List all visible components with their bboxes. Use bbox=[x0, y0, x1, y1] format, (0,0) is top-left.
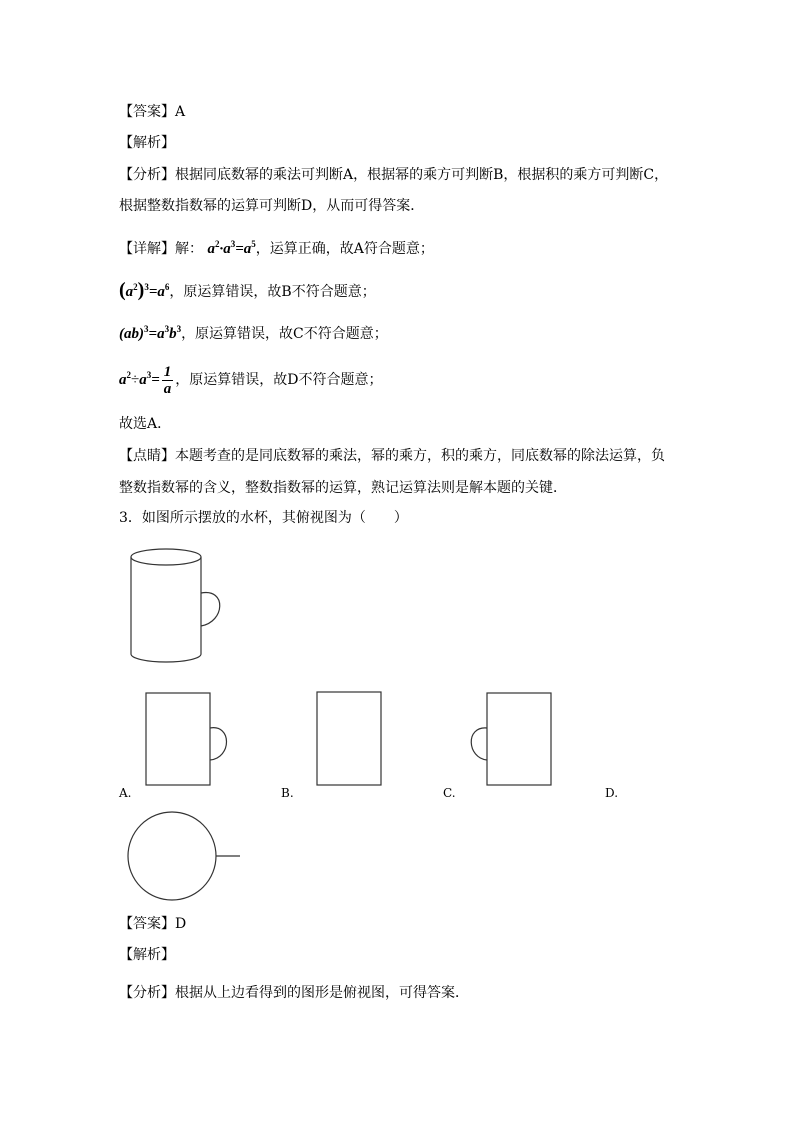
analysis-heading-3: 【解析】 bbox=[119, 947, 175, 963]
analysis-heading-1: 【解析】 bbox=[119, 135, 175, 151]
detail-line-a bbox=[119, 234, 434, 259]
detail-line-d bbox=[119, 357, 383, 398]
detail-d-text: ，原运算错误，故D不符合题意； bbox=[175, 372, 383, 388]
fenxi-text-1: 根据同底数幂的乘法可判断A，根据幂的乘方可判断B，根据积的乘方可判断C， bbox=[175, 167, 669, 183]
option-a-figure bbox=[140, 688, 235, 790]
formula-b: $(a^2)^3=a^6$ bbox=[119, 279, 170, 301]
answer3-tag: 【答案】 bbox=[119, 916, 175, 932]
option-b-label: B. bbox=[281, 786, 294, 800]
fenxi-line-1 bbox=[119, 165, 668, 185]
option-c-figure bbox=[465, 688, 560, 790]
answer-value: A bbox=[175, 104, 186, 120]
detail-a-text: ，运算正确，故A符合题意； bbox=[255, 241, 434, 257]
formula-d: $a^2\div a^3=$ $\frac{1}{a}$ bbox=[119, 364, 172, 398]
option-b-figure bbox=[312, 688, 387, 790]
dianjing-tag: 【点睛】 bbox=[119, 448, 175, 464]
fenxi-line-2: 根据整数指数幂的运算可判断D，从而可得答案． bbox=[119, 198, 425, 214]
fenxi-line-3 bbox=[119, 983, 469, 1003]
dianjing-line-2: 整数指数幂的含义，整数指数幂的运算，熟记运算法则是解本题的关键． bbox=[119, 480, 567, 496]
option-a-label: A. bbox=[119, 786, 132, 800]
formula-a: $a^2\cdot a^3=a^5$ bbox=[207, 239, 256, 257]
detail-c-text: ，原运算错误，故C不符合题意； bbox=[181, 326, 388, 342]
dianjing-text-1: 本题考查的是同底数幂的乘法，幂的乘方，积的乘方，同底数幂的除法运算，负 bbox=[175, 448, 665, 464]
option-c-label: C. bbox=[443, 786, 456, 800]
cup-illustration bbox=[125, 540, 225, 668]
detail-tag: 【详解】 bbox=[119, 241, 175, 257]
answer-line-1 bbox=[119, 102, 185, 122]
option-d-figure bbox=[122, 808, 244, 904]
detail-b-text: ，原运算错误，故B不符合题意； bbox=[169, 284, 376, 300]
detail-line-b bbox=[119, 277, 376, 302]
answer3-value: D bbox=[175, 916, 187, 932]
fenxi3-text: 根据从上边看得到的图形是俯视图，可得答案． bbox=[175, 985, 469, 1001]
answer-line-3 bbox=[119, 914, 186, 934]
fenxi3-tag: 【分析】 bbox=[119, 985, 175, 1001]
option-d-label: D. bbox=[605, 786, 619, 800]
formula-c: $(ab)^3=a^3b^3$ bbox=[119, 324, 182, 342]
dianjing-line-1 bbox=[119, 446, 665, 466]
answer-tag: 【答案】 bbox=[119, 104, 175, 120]
detail-prefix: 解： bbox=[175, 241, 203, 257]
fraction-d: $\frac{1}{a}$ bbox=[163, 364, 172, 398]
conclusion-line: 故选A． bbox=[119, 416, 172, 432]
question-3: 3．如图所示摆放的水杯，其俯视图为（ ） bbox=[119, 510, 408, 526]
detail-line-c bbox=[119, 319, 388, 344]
fenxi-tag: 【分析】 bbox=[119, 167, 175, 183]
